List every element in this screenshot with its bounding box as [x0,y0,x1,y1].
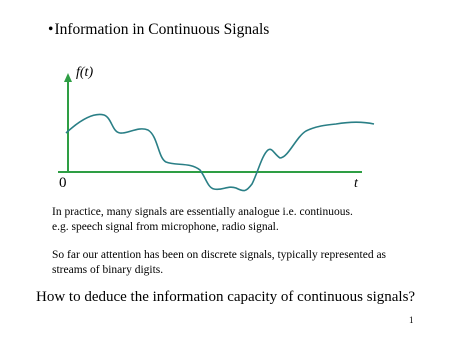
y-axis-arrowhead [64,73,72,82]
paragraph-discrete-signals [52,248,386,277]
title-bullet: • [48,21,54,38]
paragraph-line: So far our attention has been on discrete signals, typically represented as [52,249,387,261]
paragraph-line: streams of binary digits. [52,263,164,276]
continuous-signal-curve [66,114,374,190]
y-axis-label: f(t) [76,65,94,80]
paragraph-line: In practice, many signals are essentially analogue i.e. continuous. [52,206,353,218]
title-text: Information in Continuous Signals [54,21,270,38]
paragraph-line: e.g. speech signal from microphone, radio signal. [52,220,279,233]
x-axis-label: t [354,176,358,191]
page-number: 1 [409,315,414,325]
question-text: How to deduce the information capacity of continuous signals? [36,289,416,305]
origin-label: 0 [59,175,67,191]
paragraph-analogue-signals [52,205,353,234]
